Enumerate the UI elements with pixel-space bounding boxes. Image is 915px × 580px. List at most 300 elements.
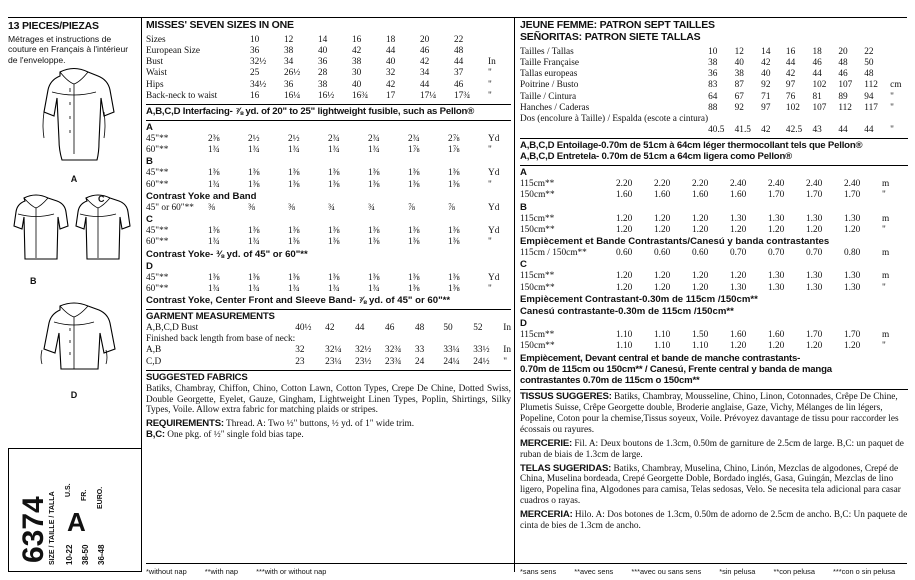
- cell: 1.70: [806, 329, 823, 340]
- cell: 97: [761, 102, 771, 113]
- cell: 46: [454, 79, 464, 90]
- unit-cell: [890, 47, 908, 58]
- table-row: [146, 35, 508, 46]
- cell: 1.70: [844, 190, 861, 201]
- cell: 40: [734, 58, 744, 69]
- cell: 1.60: [730, 329, 747, 340]
- table-row: [520, 341, 900, 352]
- cell: 1.30: [806, 271, 823, 282]
- cell: 1.20: [692, 213, 709, 224]
- garment-measurements-title: GARMENT MEASUREMENTS: [146, 311, 275, 323]
- cell: 24½: [473, 356, 490, 367]
- cell: 1⅜: [408, 283, 420, 294]
- table-row: [146, 284, 506, 295]
- cell: 112: [864, 80, 878, 91]
- cell: 1⅜: [408, 272, 420, 283]
- cell: 1.10: [654, 329, 671, 340]
- fr-range: 38-50: [81, 544, 90, 565]
- cell: 23¾: [385, 356, 402, 367]
- footnote-fr-1: *sans sens: [520, 567, 557, 576]
- table-row: [520, 271, 900, 282]
- cell: 36: [318, 57, 328, 68]
- cell: 22: [864, 46, 874, 57]
- cell: 1⅜: [328, 237, 340, 248]
- cell: 1.10: [616, 329, 633, 340]
- cell: 44: [838, 125, 848, 136]
- cell: 2½: [248, 133, 260, 144]
- cell: 1.20: [730, 271, 747, 282]
- cell: 1⅜: [248, 168, 260, 179]
- row-label: 150cm**: [520, 224, 555, 235]
- cell: 33½: [473, 345, 490, 356]
- cell: 1.60: [616, 190, 633, 201]
- cell: 41.5: [734, 125, 751, 136]
- row-label: Taille Française: [520, 58, 579, 69]
- cell: 1.20: [616, 282, 633, 293]
- cell: 33¼: [443, 345, 460, 356]
- cell: 0.70: [806, 248, 823, 259]
- footnote-es-3: ***con o sin pelusa: [833, 567, 896, 576]
- unit-cell: m: [882, 248, 890, 259]
- cell: 17¼: [420, 90, 437, 101]
- suggested-fabrics-text: Batiks, Chambray, Chiffon, Chino, Cotton Lawn, Cotton Types, Crepe De Chine, Dotted Swiss, Double Georgette, Eyelet, Gauze, Gingham, Lightweight Linen Types, Poplin, Shirtings, Silky Types, Voile. Allow extra fabric for matching plaids or stripes.: [146, 383, 511, 416]
- sketch-view-bc: [8, 188, 140, 290]
- cell: 44: [355, 323, 365, 334]
- cell: 32: [295, 345, 305, 356]
- row-label: Taille / Cintura: [520, 91, 577, 102]
- unit-cell: ": [890, 125, 894, 136]
- unit-cell: ": [882, 190, 886, 201]
- mercerie-title: MERCERIE:: [520, 437, 573, 449]
- entoilage-line-fr: A,B,C,D Entoilage-0.70m de 51cm à 64cm léger thermocollant tels que Pellon®: [520, 140, 863, 152]
- cell: ⅞: [448, 202, 455, 213]
- cell: 1.20: [616, 271, 633, 282]
- sketch-view-a: [8, 62, 140, 184]
- table-row: [146, 134, 506, 145]
- row-label: Poitrine / Busto: [520, 80, 579, 91]
- cell: 1.70: [768, 190, 785, 201]
- contrast-fr-text: 0.70m de 115cm ou 150cm** / Canesú, Frente central y banda de manga: [520, 364, 832, 376]
- cell: 1⅜: [448, 283, 460, 294]
- cell: 36: [250, 46, 260, 57]
- cell: 97: [785, 80, 796, 91]
- footnote-en-2: **with nap: [204, 567, 239, 576]
- cell: 22: [454, 34, 464, 45]
- unit-cell: [488, 46, 508, 57]
- table-row: [520, 330, 900, 341]
- sketch-view-d: [8, 298, 140, 400]
- table-row: [520, 69, 908, 80]
- garment-sketches: [8, 62, 140, 404]
- cell: 1.20: [654, 282, 671, 293]
- row-label: Hips: [146, 79, 164, 90]
- cell: 1⅜: [448, 226, 460, 237]
- cell: 1⅜: [328, 272, 340, 283]
- cell: 1.20: [654, 224, 671, 235]
- cell: 34: [284, 57, 294, 68]
- cell: 44: [454, 57, 464, 68]
- cell: 38: [284, 46, 294, 57]
- euro-range: 36-48: [97, 544, 106, 565]
- cell: 1.30: [806, 213, 823, 224]
- cell: 16: [250, 90, 260, 101]
- cell: 1⅜: [328, 179, 340, 190]
- unit-cell: Yd: [488, 272, 500, 283]
- cell: 1¾: [208, 179, 220, 190]
- cell: 1¾: [208, 237, 220, 248]
- cell: 44: [812, 69, 822, 80]
- cell: 23¼: [325, 356, 342, 367]
- row-label: 45"**: [146, 226, 169, 237]
- fr-label: FR.: [81, 489, 88, 501]
- cell: 1.20: [654, 271, 671, 282]
- cell: 1.30: [768, 282, 785, 293]
- footnotes-translated: [520, 567, 911, 576]
- cell: 23: [295, 356, 305, 367]
- cell: 42: [352, 46, 362, 57]
- row-label: A,B: [146, 345, 162, 356]
- table-row: [146, 80, 508, 91]
- table-row: [146, 168, 506, 179]
- table-row: [146, 203, 506, 214]
- row-label: 150cm**: [520, 190, 555, 201]
- cell: 2¾: [328, 133, 340, 144]
- mercerie-text: Fil. A: Deux boutons de 1.3cm, 0.50m de garniture de 2.5cm de large. B,C: un paquet de ruban de biais de 1.3cm de large.: [520, 438, 904, 460]
- pattern-number-box: [8, 448, 142, 572]
- right-column: [520, 20, 908, 532]
- unit-cell: ": [882, 341, 886, 352]
- cell: 38: [708, 58, 718, 69]
- cell: 1⅜: [408, 179, 420, 190]
- cell: 24¼: [443, 356, 460, 367]
- cell: 94: [864, 91, 874, 102]
- divider-bottom: [146, 563, 907, 564]
- cell: 16: [785, 46, 796, 57]
- cell: 2.40: [730, 178, 747, 189]
- table-row: [520, 248, 900, 259]
- cell: 30: [352, 68, 362, 79]
- cell: 42: [785, 69, 796, 80]
- cell: ¾: [328, 202, 335, 213]
- cell: 1⅜: [328, 226, 340, 237]
- cell: 1.60: [654, 190, 671, 201]
- cell: 88: [708, 102, 718, 113]
- cell: 25: [250, 68, 260, 79]
- cell: 12: [284, 34, 294, 45]
- unit-cell: ": [488, 179, 492, 190]
- footnote-en-3: ***with or without nap: [256, 567, 327, 576]
- cell: 40: [318, 46, 328, 57]
- footnote-fr-3: ***avec ou sans sens: [631, 567, 702, 576]
- cell: 1¾: [328, 145, 340, 156]
- view-c-label: C: [98, 194, 105, 204]
- cell: 1¾: [288, 145, 300, 156]
- cell: 48: [838, 58, 848, 69]
- cell: 1.70: [806, 190, 823, 201]
- yardage-group-heading: Contrast Yoke and Band: [146, 190, 257, 202]
- row-label: 150cm**: [520, 282, 555, 293]
- cell: 1⅜: [408, 226, 420, 237]
- table-row: [520, 92, 908, 103]
- cell: 1⅜: [248, 272, 260, 283]
- cell: 1.10: [692, 341, 709, 352]
- table-row: [520, 103, 908, 114]
- cell: 1.20: [730, 224, 747, 235]
- row-label: 115cm**: [520, 271, 555, 282]
- telas-text: Batiks, Chambray, Muselina, Chino, Linón, Mezclas de algodones, Crepé de China, Muselina bordeada, Crepé Georgette Doble, Bordado inglés, Gasa, Guingán, Mezclas de lino ligero, Popelina fina, Algodones para camisa, Telas sedosas, Velo. Se necesita tela adicional para casar cuadros o rayas.: [520, 463, 901, 507]
- cell: 1¾: [368, 145, 380, 156]
- cell: 1.30: [844, 271, 861, 282]
- cell: 42: [386, 79, 396, 90]
- table-row: [520, 125, 908, 136]
- cell: 12: [734, 46, 744, 57]
- euro-label: EURO.: [97, 486, 104, 509]
- yardage-group-heading: Canesú contrastante-0.30m de 115cm /150cm**: [520, 305, 734, 317]
- cell: 0.80: [844, 248, 861, 259]
- requirements-text: Thread. A: Two ½" buttons, ½ yd. of 1" wide trim.: [226, 419, 415, 430]
- yardage-group-heading: A: [520, 167, 527, 179]
- cell: 1⅜: [248, 179, 260, 190]
- cell: 42.5: [785, 125, 803, 136]
- unit-cell: ": [890, 102, 894, 113]
- cell: 1.50: [692, 329, 709, 340]
- cell: 102: [812, 80, 827, 91]
- cell: 1⅜: [368, 179, 380, 190]
- tissus-title: TISSUS SUGGERES:: [520, 391, 612, 403]
- cell: 1⅜: [328, 168, 340, 179]
- size-group-letter: A: [67, 507, 86, 537]
- unit-cell: [295, 334, 325, 345]
- cell: 1.10: [616, 341, 633, 352]
- row-label: A,B,C,D Bust: [146, 323, 199, 334]
- cell: 16½: [318, 90, 335, 101]
- cell: 44: [785, 58, 796, 69]
- unit-cell: m: [882, 178, 890, 189]
- cell: 18: [812, 46, 822, 57]
- cell: 1⅜: [368, 226, 380, 237]
- cell: ⅜: [248, 202, 255, 213]
- cell: 1¾: [248, 283, 260, 294]
- row-label: Hanches / Caderas: [520, 102, 590, 113]
- unit-cell: [890, 69, 908, 80]
- footnote-en-1: *without nap: [146, 567, 187, 576]
- cell: 18: [386, 34, 396, 45]
- cell: 42: [325, 323, 335, 334]
- telas-title: TELAS SUGERIDAS:: [520, 462, 612, 474]
- yardage-table-metric: [520, 168, 908, 352]
- row-label: 115cm**: [520, 178, 555, 189]
- unit-cell: ": [488, 68, 492, 79]
- table-row: [146, 145, 506, 156]
- row-label: 115cm**: [520, 213, 555, 224]
- unit-cell: ": [503, 356, 508, 367]
- cell: 1.20: [730, 341, 747, 352]
- row-label: Back-neck to waist: [146, 90, 218, 101]
- cell: 64: [708, 91, 718, 102]
- us-label: U.S.: [65, 483, 72, 497]
- cell: 17: [386, 90, 396, 101]
- tissus-text: Batiks, Chambray, Mousseline, Chino, Linon, Cotonnades, Crêpe De Chine, Plumetis Suisse, Crêpe Georgette double, Broderie anglaise, Gaze, Vichy, Mélanges de lin légers, Popeline, Coton pour la chemise,Tissus soyeux, Voile. Prévoyez davantage de tissu pour raccorder les écossais ou rayures.: [520, 392, 899, 435]
- yardage-table-imperial: [146, 123, 511, 307]
- cell: 38: [734, 69, 744, 80]
- footnote-es-1: *sin pelusa: [719, 567, 756, 576]
- row-label: European Size: [146, 46, 200, 57]
- cell: 1⅜: [288, 272, 300, 283]
- row-label: 60"**: [146, 145, 169, 156]
- unit-cell: m: [882, 271, 890, 282]
- yardage-group-heading: B: [520, 201, 527, 213]
- cell: 1⅜: [248, 226, 260, 237]
- cell: 36: [284, 79, 294, 90]
- cell: 14: [761, 46, 771, 57]
- cell: 40.5: [708, 125, 725, 136]
- cell: 1¾: [248, 237, 260, 248]
- cell: 23½: [355, 356, 372, 367]
- yardage-group-table: [146, 134, 506, 157]
- cell: 2¾: [408, 133, 420, 144]
- cell: 112: [838, 102, 852, 113]
- footnote-fr-2: **avec sens: [574, 567, 614, 576]
- cell: 0.60: [616, 248, 633, 259]
- middle-column: [146, 20, 511, 441]
- cell: 40: [761, 69, 771, 80]
- cell: 24: [414, 356, 425, 367]
- cell: 52: [473, 323, 483, 334]
- pattern-number: 6374: [17, 496, 50, 563]
- unit-cell: ": [488, 237, 492, 248]
- unit-cell: ": [488, 90, 492, 101]
- table-row: [520, 80, 908, 91]
- cell: 20: [420, 34, 430, 45]
- cell: 1⅜: [408, 237, 420, 248]
- cell: 1⅜: [448, 179, 460, 190]
- table-row: [146, 180, 506, 191]
- cell: 1.60: [768, 329, 785, 340]
- view-a-label: A: [70, 174, 78, 184]
- cell: 33: [414, 345, 425, 356]
- unit-cell: ": [488, 145, 492, 156]
- footnotes-english: [146, 567, 342, 576]
- yardage-group-heading: Contrast Yoke, Center Front and Sleeve Band- ⅞ yd. of 45" or 60"**: [146, 295, 451, 307]
- cell: 26½: [284, 68, 301, 79]
- row-label: [520, 125, 708, 136]
- table-row: [146, 334, 511, 345]
- right-title-fr: JEUNE FEMME: PATRON SEPT TAILLES: [520, 19, 715, 31]
- table-row: [146, 226, 506, 237]
- yardage-group-table: [520, 330, 900, 353]
- cell: 92: [761, 80, 771, 91]
- cell: 107: [838, 80, 853, 91]
- cell: 1.20: [806, 224, 823, 235]
- cell: 1⅜: [208, 168, 220, 179]
- cell: 50: [443, 323, 453, 334]
- table-row: [146, 357, 511, 368]
- cell: 2.20: [654, 178, 671, 189]
- row-label: 60"**: [146, 283, 169, 294]
- cell: 67: [734, 91, 744, 102]
- unit-cell: In: [503, 345, 511, 356]
- row-label: 150cm**: [520, 341, 555, 352]
- table-row: [520, 58, 908, 69]
- cell: 28: [318, 68, 328, 79]
- row-label: 115cm / 150cm**: [520, 248, 587, 259]
- cell: 14: [318, 34, 328, 45]
- table-row: [146, 91, 508, 102]
- row-label: Tailles / Tallas: [520, 46, 574, 57]
- cell: 40½: [295, 323, 312, 334]
- cell: 0.70: [768, 248, 785, 259]
- table-row: [520, 214, 900, 225]
- cell: 1.20: [806, 341, 823, 352]
- cell: 2.40: [844, 178, 861, 189]
- row-label: 45"**: [146, 133, 169, 144]
- cell: 40: [352, 79, 362, 90]
- cell: 16¼: [284, 90, 301, 101]
- requirements-title: REQUIREMENTS:: [146, 418, 224, 430]
- cell: 1⅜: [288, 237, 300, 248]
- table-row: [520, 225, 900, 236]
- row-label: 45" or 60"**: [146, 202, 194, 213]
- view-b-label: B: [30, 276, 37, 286]
- cell: 92: [734, 102, 744, 113]
- cell: 1⅜: [368, 272, 380, 283]
- table-row: [520, 283, 900, 294]
- row-label: Finished back length from base of neck:: [146, 334, 296, 345]
- cell: 46: [420, 46, 430, 57]
- cell: 1.20: [692, 282, 709, 293]
- size-label: SIZE / TAILLE / TALLA: [49, 491, 56, 565]
- unit-cell: m: [882, 213, 890, 224]
- cell: 1.20: [844, 341, 861, 352]
- unit-cell: ": [882, 224, 886, 235]
- yardage-group-heading: Empiècement Contrastant-0.30m de 115cm /150cm**: [520, 294, 758, 306]
- divider-right: [514, 18, 515, 572]
- cell: 1⅜: [448, 237, 460, 248]
- cell: 38: [352, 57, 362, 68]
- cell: 20: [838, 46, 848, 57]
- cell: 1.30: [844, 282, 861, 293]
- right-title-es: SEÑORITAS: PATRON SIETE TALLAS: [520, 30, 701, 43]
- cell: 2½: [288, 133, 300, 144]
- cell: 32½: [250, 57, 267, 68]
- cell: 34½: [250, 79, 267, 90]
- contrast-es-text: contrastantes 0.70m de 115cm o 150cm**: [520, 375, 700, 387]
- cell: 1⅜: [288, 226, 300, 237]
- cell: 1¾: [248, 145, 260, 156]
- unit-cell: [890, 58, 908, 69]
- table-row: [146, 237, 506, 248]
- cell: 83: [708, 80, 718, 91]
- table-row: [520, 190, 900, 201]
- divider-top: [8, 17, 907, 18]
- cell: 117: [864, 102, 878, 113]
- cell: 81: [812, 91, 822, 102]
- cell: 32: [386, 68, 396, 79]
- unit-cell: ": [488, 79, 492, 90]
- table-row: [520, 179, 900, 190]
- bc-notions-label: B,C:: [146, 429, 165, 441]
- cell: 36: [708, 69, 718, 80]
- view-d-drawing: [8, 298, 140, 390]
- cell: 44: [864, 125, 874, 136]
- cell: 40: [386, 57, 396, 68]
- unit-cell: [488, 35, 508, 46]
- cell: 1.20: [844, 224, 861, 235]
- size-chart-imperial: [146, 35, 508, 102]
- cell: 2.20: [616, 178, 633, 189]
- cell: 2.40: [806, 178, 823, 189]
- cell: 10: [708, 46, 718, 57]
